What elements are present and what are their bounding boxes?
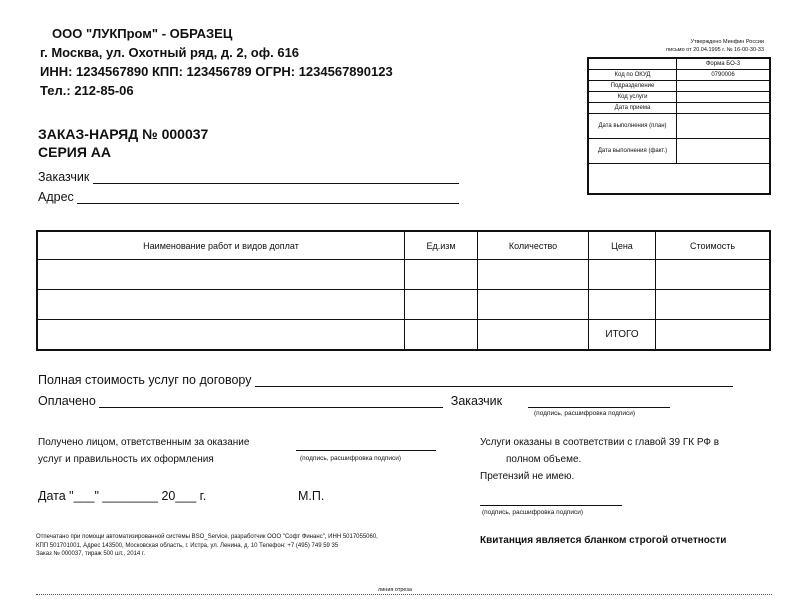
order-title-block [38, 125, 208, 161]
services-signature-hint: (подпись, расшифровка подписи) [482, 509, 584, 516]
form-codes-table [588, 58, 770, 164]
order-title: ЗАКАЗ-НАРЯД № 000037 [38, 126, 209, 142]
full-cost-label: Полная стоимость услуг по договору [38, 373, 252, 387]
printing-info-line-3: Заказ № 000037, тираж 500 шт., 2014 г. [36, 551, 146, 557]
responsible-signature-line[interactable] [296, 438, 436, 451]
customer-input-line[interactable] [93, 171, 459, 184]
company-name: ООО "ЛУКПром" - ОБРАЗЕЦ [52, 26, 233, 41]
approval-note [666, 38, 764, 54]
table-cell[interactable] [478, 290, 589, 320]
company-ids: ИНН: 1234567890 КПП: 123456789 ОГРН: 1234567890123 [40, 64, 393, 79]
responsible-signature-hint: (подпись, расшифровка подписи) [300, 455, 402, 462]
printing-info-line-2: КПП 501701001, Адрес 143500, Московская область, г. Истра, ул. Ленина, д. 10 Телефон: +7 (495) 749 59 35 [36, 542, 339, 549]
printing-info-line-1: Отпечатано при помощи автоматизированной системы BSO_Service, разработчик ООО "Софт Финанс", ИНН 5017055060, [36, 534, 378, 540]
full-cost-input-line[interactable] [255, 374, 733, 387]
form-value-fact-date[interactable] [677, 139, 770, 164]
paid-label: Оплачено [38, 394, 96, 408]
customer-label: Заказчик [38, 170, 90, 184]
services-signature-line[interactable] [480, 493, 622, 506]
responsible-text-2: услуг и правильность их оформления [38, 454, 214, 465]
responsible-block [38, 434, 249, 468]
date-line[interactable]: Дата "___" ________ 20___ г. [38, 489, 207, 503]
services-block [480, 434, 719, 485]
table-cell[interactable] [589, 260, 656, 290]
total-value[interactable] [656, 320, 771, 351]
paid-input-line[interactable] [99, 395, 443, 408]
total-label: ИТОГО [589, 320, 656, 351]
col-header-work: Наименование работ и видов доплат [37, 231, 405, 260]
company-header [40, 24, 393, 100]
works-table-header [37, 231, 770, 260]
form-label-accept-date: Дата приема [589, 103, 677, 114]
cut-line [36, 594, 772, 595]
form-value-service-code[interactable] [677, 92, 770, 103]
table-cell[interactable] [478, 260, 589, 290]
customer-signature-line[interactable] [528, 395, 670, 408]
approval-line-2: письмо от 20.04.1995 г. № 16-00-30-33 [666, 47, 764, 53]
form-value-plan-date[interactable] [677, 114, 770, 139]
address-row [38, 190, 459, 204]
company-phone: Тел.: 212-85-06 [40, 83, 134, 98]
table-cell [37, 320, 405, 351]
company-address: г. Москва, ул. Охотный ряд, д. 2, оф. 616 [40, 45, 300, 60]
customer-signature-hint: (подпись, расшифровка подписи) [534, 410, 636, 417]
paid-customer-label: Заказчик [450, 394, 503, 408]
form-value-department[interactable] [677, 81, 770, 92]
receipt-note: Квитанция является бланком строгой отчетности [480, 535, 727, 546]
customer-row [38, 170, 459, 184]
order-series: СЕРИЯ АА [38, 144, 112, 160]
form-label-okud: Код по ОКУД [589, 70, 677, 81]
table-row [37, 260, 770, 290]
table-cell[interactable] [37, 290, 405, 320]
table-cell[interactable] [37, 260, 405, 290]
col-header-price: Цена [589, 231, 656, 260]
address-input-line[interactable] [77, 191, 459, 204]
form-label-service-code: Код услуги [589, 92, 677, 103]
table-cell[interactable] [656, 260, 771, 290]
table-row [37, 290, 770, 320]
form-label-department: Подразделение [589, 81, 677, 92]
form-value-okud[interactable]: 0790006 [677, 70, 770, 81]
form-label-plan-date: Дата выполнения (план) [589, 114, 677, 139]
col-header-unit: Ед.изм [405, 231, 478, 260]
table-cell[interactable] [405, 290, 478, 320]
col-header-quantity: Количество [478, 231, 589, 260]
works-table [36, 230, 771, 351]
table-cell[interactable] [589, 290, 656, 320]
approval-line-1: Утверждено Минфин России [690, 39, 764, 45]
table-cell[interactable] [656, 290, 771, 320]
col-header-cost: Стоимость [656, 231, 771, 260]
printing-info [36, 533, 466, 559]
cut-line-label: линия отреза [375, 587, 415, 593]
table-cell[interactable] [405, 260, 478, 290]
form-value-accept-date[interactable] [677, 103, 770, 114]
stamp-place: М.П. [298, 489, 325, 503]
responsible-text-1: Получено лицом, ответственным за оказание [38, 437, 250, 448]
services-text-3: Претензий не имею. [480, 471, 575, 482]
table-cell [478, 320, 589, 351]
full-cost-row [38, 373, 733, 387]
form-name: Форма БО-3 [677, 59, 770, 70]
form-label-fact-date: Дата выполнения (факт.) [589, 139, 677, 164]
table-cell [405, 320, 478, 351]
address-label: Адрес [38, 190, 74, 204]
total-row [37, 320, 770, 351]
services-text-1: Услуги оказаны в соответствии с главой 39 ГК РФ в [480, 437, 720, 448]
services-text-2: полном объеме. [506, 454, 582, 465]
paid-row [38, 394, 502, 408]
